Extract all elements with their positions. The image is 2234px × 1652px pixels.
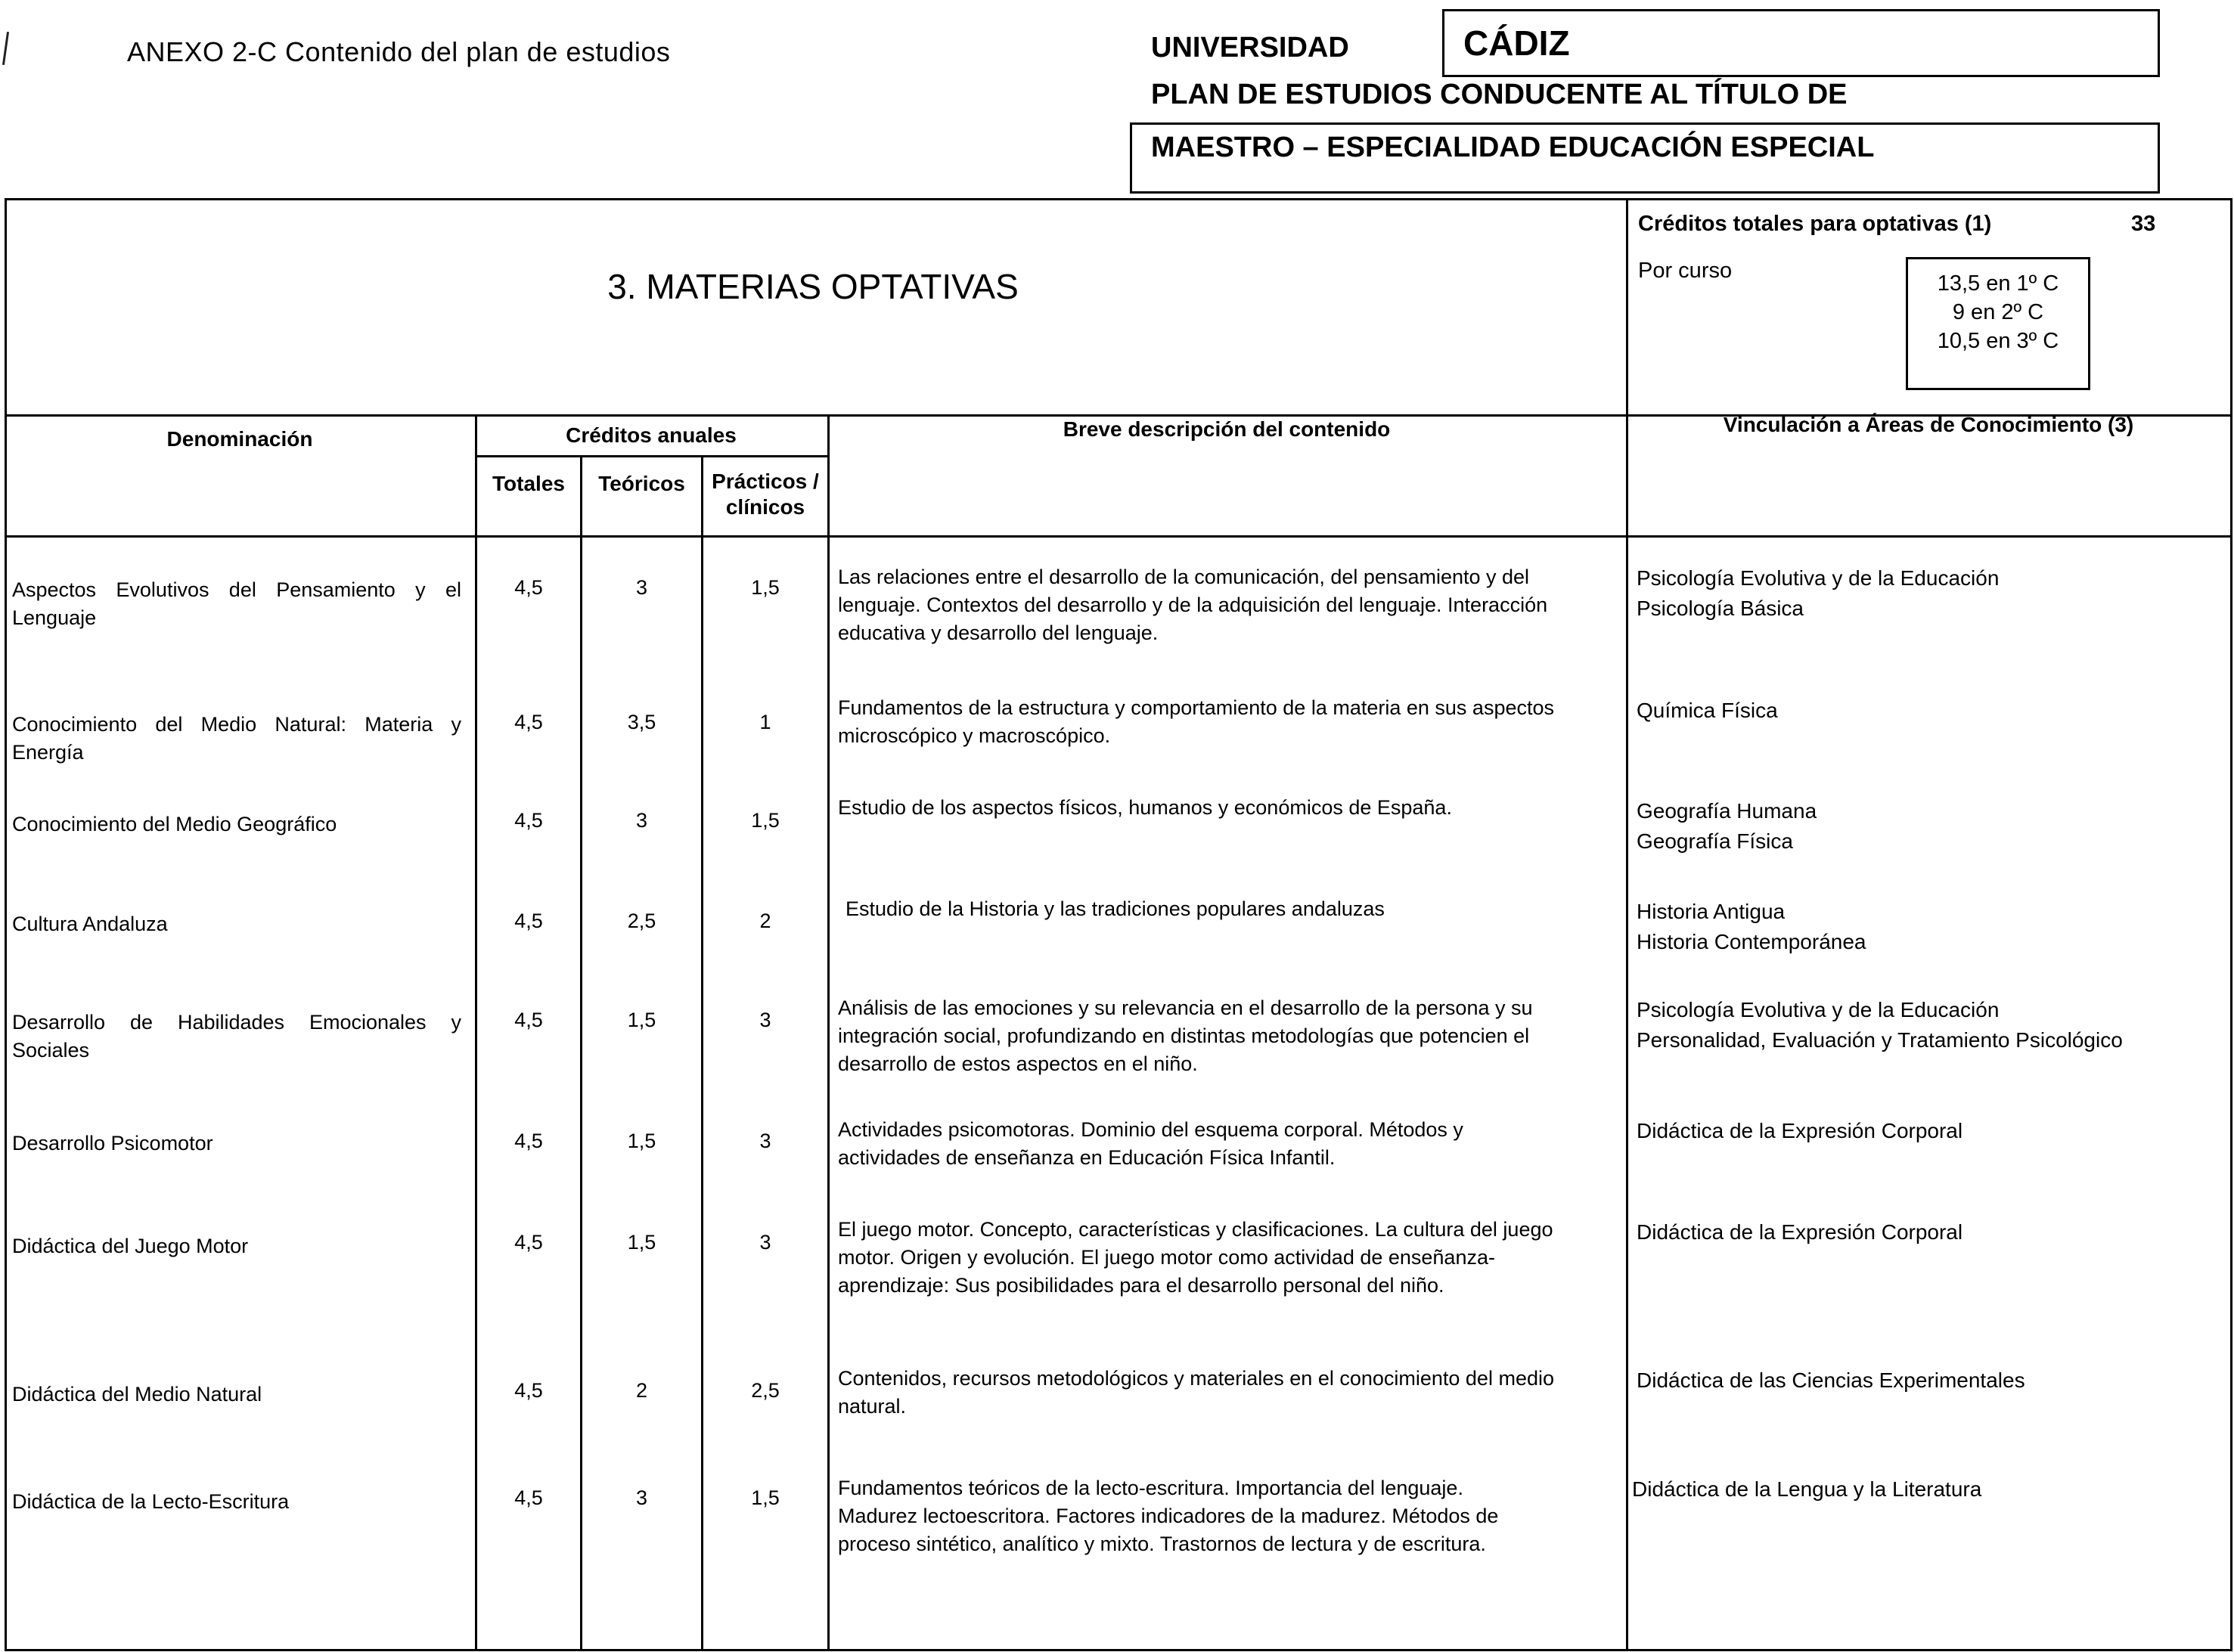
row-4-descripcion: Estudio de la Historia y las tradiciones populares andaluzas	[846, 897, 1385, 920]
row-3-totales: 4,5	[514, 809, 543, 832]
row-4-totales: 4,5	[514, 910, 543, 932]
row-3-area: Geografía Humana	[1637, 799, 1817, 823]
margin-mark	[2, 32, 9, 65]
row-4-teoricos: 2,5	[627, 910, 656, 932]
row-8-teoricos: 2	[635, 1379, 648, 1402]
header-totales: Totales	[492, 472, 565, 495]
row-4-area: Historia Contemporánea	[1637, 930, 1866, 953]
row-3-teoricos: 3	[635, 809, 648, 832]
row-9-descripcion: Fundamentos teóricos de la lecto-escritura. Importancia del lenguaje. Madurez lectoescritora. Factores indicadores de la madurez. Métodos de proceso sintético, analítico y mixto. Trastornos de lectura y de escritura.	[838, 1477, 1499, 1555]
row-7-area: Didáctica de la Expresión Corporal	[1637, 1220, 1963, 1244]
divider	[580, 457, 582, 1649]
row-9-name: Didáctica de la Lecto-Escritura	[12, 1490, 290, 1513]
row-4-practicos: 2	[759, 910, 771, 932]
header-teoricos: Teóricos	[598, 472, 685, 495]
row-8-area: Didáctica de las Ciencias Experimentales	[1637, 1368, 2025, 1392]
row-9-totales: 4,5	[514, 1486, 543, 1509]
row-5-descripcion: Análisis de las emociones y su relevancia en el desarrollo de la persona y su integración social, profundizando en distintas metodologías que potencien el desarrollo de estos aspectos en el niño.	[838, 996, 1533, 1075]
row-9-teoricos: 3	[635, 1486, 648, 1509]
por-curso-values	[1906, 269, 2090, 355]
por-curso-label: Por curso	[1638, 259, 1733, 283]
row-3-area: Geografía Física	[1637, 829, 1793, 853]
row-1-area: Psicología Básica	[1637, 597, 1804, 620]
row-5-totales: 4,5	[514, 1009, 543, 1031]
anexo-title: ANEXO 2-C Contenido del plan de estudios	[127, 36, 671, 67]
row-9-area: Didáctica de la Lengua y la Literatura	[1632, 1477, 1982, 1501]
row-1-area: Psicología Evolutiva y de la Educación	[1637, 566, 2000, 590]
row-5-area: Personalidad, Evaluación y Tratamiento Psicológico	[1637, 1028, 2123, 1052]
row-6-name: Desarrollo Psicomotor	[12, 1132, 213, 1155]
header-descripcion: Breve descripción del contenido	[1063, 417, 1391, 441]
row-5-name: Desarrollo de Habilidades Emocionales y Sociales	[12, 1011, 461, 1062]
row-6-area: Didáctica de la Expresión Corporal	[1637, 1119, 1963, 1142]
creditos-totales-label: Créditos totales para optativas (1)	[1638, 212, 1992, 236]
row-7-teoricos: 1,5	[627, 1231, 656, 1254]
plan-label: PLAN DE ESTUDIOS CONDUCENTE AL TÍTULO DE	[1151, 79, 1848, 110]
divider	[5, 535, 2230, 538]
row-8-practicos: 2,5	[751, 1379, 780, 1402]
row-7-practicos: 3	[759, 1231, 771, 1254]
titulo-value: MAESTRO – ESPECIALIDAD EDUCACIÓN ESPECIAL	[1151, 132, 1875, 163]
row-2-area: Química Física	[1637, 699, 1778, 722]
row-2-descripcion: Fundamentos de la estructura y comportamiento de la materia en sus aspectos microscópico y macroscópico.	[838, 696, 1554, 747]
divider	[475, 455, 827, 457]
row-1-teoricos: 3	[635, 576, 648, 599]
row-5-teoricos: 1,5	[627, 1009, 656, 1031]
header-practicos: Prácticos / clínicos	[712, 470, 819, 519]
row-3-name: Conocimiento del Medio Geográfico	[12, 813, 337, 835]
row-4-name: Cultura Andaluza	[12, 913, 168, 935]
row-7-totales: 4,5	[514, 1231, 543, 1254]
row-3-practicos: 1,5	[751, 809, 780, 832]
row-8-name: Didáctica del Medio Natural	[12, 1383, 262, 1406]
row-6-practicos: 3	[759, 1130, 771, 1152]
row-8-descripcion: Contenidos, recursos metodológicos y materiales en el conocimiento del medio natural.	[838, 1367, 1554, 1418]
header-creditos-anuales: Créditos anuales	[566, 423, 737, 447]
row-6-teoricos: 1,5	[627, 1130, 656, 1152]
section-title: 3. MATERIAS OPTATIVAS	[607, 267, 1019, 306]
row-6-totales: 4,5	[514, 1130, 543, 1152]
universidad-value: CÁDIZ	[1463, 23, 1570, 63]
header-vinculacion: Vinculación a Áreas de Conocimiento (3)	[1723, 413, 2134, 436]
row-6-descripcion: Actividades psicomotoras. Dominio del esquema corporal. Métodos y actividades de enseñanza en Educación Física Infantil.	[838, 1118, 1463, 1169]
row-1-descripcion: Las relaciones entre el desarrollo de la comunicación, del pensamiento y del lenguaje. Contextos del desarrollo y de la adquisición del lenguaje. Interacción educativa y desarrollo del lenguaje.	[838, 566, 1548, 644]
row-1-totales: 4,5	[514, 576, 543, 599]
divider	[701, 457, 703, 1649]
row-2-totales: 4,5	[514, 711, 543, 733]
row-3-descripcion: Estudio de los aspectos físicos, humanos y económicos de España.	[838, 796, 1452, 819]
row-1-practicos: 1,5	[751, 576, 780, 599]
creditos-totales-value: 33	[2131, 212, 2156, 236]
por-curso-value: 13,5 en 1º C	[1937, 271, 2059, 296]
por-curso-value: 9 en 2º C	[1952, 300, 2044, 324]
por-curso-value: 10,5 en 3º C	[1937, 329, 2059, 353]
row-2-teoricos: 3,5	[627, 711, 656, 733]
row-7-descripcion: El juego motor. Concepto, características y clasificaciones. La cultura del juego motor. Origen y evolución. El juego motor como actividad de enseñanza-aprendizaje: Sus posibilidades para el desarrollo personal del niño.	[838, 1218, 1553, 1297]
universidad-label: UNIVERSIDAD	[1151, 32, 1349, 64]
row-9-practicos: 1,5	[751, 1486, 780, 1509]
row-4-area: Historia Antigua	[1637, 900, 1786, 923]
header-denominacion: Denominación	[166, 427, 313, 451]
row-1-name: Aspectos Evolutivos del Pensamiento y el Lenguaje	[12, 578, 461, 629]
row-2-practicos: 1	[759, 711, 771, 733]
row-2-name: Conocimiento del Medio Natural: Materia y Energía	[12, 713, 461, 764]
row-5-practicos: 3	[759, 1009, 771, 1031]
row-7-name: Didáctica del Juego Motor	[12, 1235, 249, 1257]
row-5-area: Psicología Evolutiva y de la Educación	[1637, 998, 2000, 1021]
row-8-totales: 4,5	[514, 1379, 543, 1402]
